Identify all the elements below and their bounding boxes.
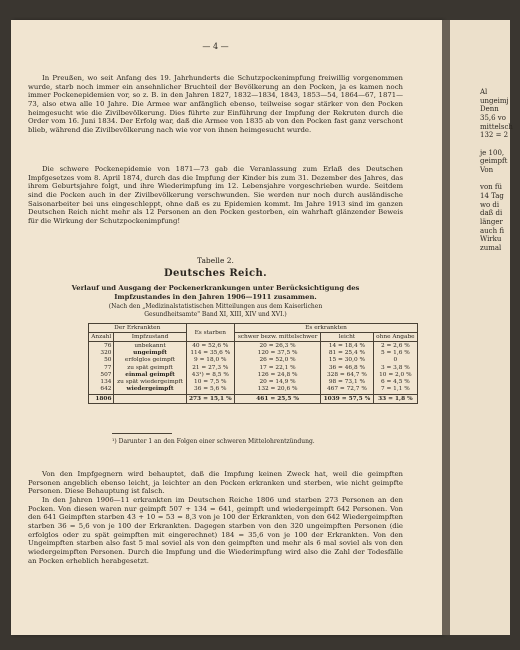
cell-ohne: 3 = 3,8 % (380, 364, 410, 371)
cell-anzahl: 50 (104, 357, 112, 364)
total-anzahl: 1806 (89, 395, 114, 404)
col-gestorben-cells (186, 342, 235, 395)
cell-zustand: erfolglos geimpft (124, 357, 176, 364)
cell-schwer: 132 = 20,6 % (257, 386, 298, 393)
table-source-text: (Nach den „Medizinalstatistischen Mitteilungen aus dem Kaiserlichen Gesundheitsamte" Band XI, XIII, XIV und XVI.) (108, 303, 323, 318)
table-subtitle-text: Verlauf und Ausgang der Pockenerkrankungen unter Berücksichtigung des Impfzustandes in den Jahren 1906—1911 zusammen. (71, 284, 360, 301)
smallpox-table (88, 323, 418, 404)
cell-gestorben: 36 = 5,6 % (194, 386, 227, 393)
paragraphs-after-table (28, 470, 403, 565)
cell-leicht: 15 = 30,0 % (328, 357, 365, 364)
col-zustand-cells (114, 342, 186, 395)
cell-anzahl: 320 (100, 350, 112, 357)
table-label: Tabelle 2. (197, 256, 234, 265)
header-leicht: leicht (321, 333, 374, 342)
header-impfzustand: Impfzustand (114, 333, 186, 342)
cell-schwer: 126 = 24,8 % (257, 371, 298, 378)
cell-schwer: 17 = 22,1 % (259, 364, 296, 371)
cell-anzahl: 642 (100, 386, 112, 393)
cell-gestorben: 43¹) = 8,5 % (191, 371, 229, 378)
cell-zustand: wiedergeimpft (126, 386, 174, 393)
table-total-row (89, 395, 418, 404)
cell-anzahl: 134 (100, 379, 112, 386)
total-leicht: 1039 = 57,5 % (321, 395, 374, 404)
cell-zustand: unbekannt (134, 343, 166, 349)
cell-schwer: 26 = 52,0 % (259, 357, 296, 364)
cell-gestorben: 114 = 35,6 % (190, 350, 231, 357)
cell-anzahl: 507 (100, 371, 112, 378)
paragraph-text: In den Jahren 1906—11 erkrankten im Deutschen Reiche 1806 und starben 273 Personen an den Pocken. Von diesen waren nur geimpft 507 + 134 = 641, geimpft und wiedergeimpft 642 Personen. Von den 641 Geimpften starben 43 + 10 = 53 = 8,3 von je 100 der Erkrankten, von den 642 Wiedergeimpften starben 36 = 5,6 von je 100 der Erkrankten. Dagegen starben von den 320 ungeimpften Personen (die erfolglos oder zu spät geimpften mit eingerechnet) 184 = 35,6 von je 100 der Erkrankten. Von den Ungeimpften starben also fast 5 mal soviel als von den geimpften und mehr als 6 mal soviel als von den wiedergeimpften Personen. Durch die Impfung und die Wiederimpfung wird also die Zahl der Todesfälle an Pocken erheblich herabgesetzt. (28, 495, 403, 565)
paragraph-text: Die schwere Pockenepidemie von 1871—73 gab die Veranlassung zum Erlaß des Deutschen Impfgesetzes vom 8. April 1874, durch das die Impfung der Kinder bis zum 31. Dezember des Jahres, das ihrem Geburtsjahre folgt, und ihre Wiederimpfung im 12. Lebensjahre vorgeschrieben wurde. Seitdem sind die Pocken auch in der Zivilbevölkerung verschwunden. Sie werden nur noch durch ausländische Saisonarbeiter bei uns eingeschleppt, ohne daß es zu Epidemien kommt. Im Jahre 1913 sind im ganzen Deutschen Reich nicht mehr als 12 Personen an den Pocken gestorben, ein wahrhaft glänzender Beweis für die Wirkung der Schutzpockenimpfung! (28, 165, 403, 225)
col-leicht-cells (321, 342, 374, 395)
footnote: ¹) Darunter 1 an den Folgen einer schweren Mittelohrentzündung. (112, 438, 315, 445)
header-anzahl: Anzahl (89, 333, 114, 342)
total-gestorben: 273 = 15,1 % (186, 395, 235, 404)
cell-ohne: 10 = 2,0 % (379, 371, 412, 378)
paragraph-1 (28, 74, 403, 135)
table-body-row (89, 342, 418, 395)
header-gestorben: Es starben (186, 324, 235, 342)
top-background (0, 0, 504, 20)
cell-schwer: 20 = 26,3 % (259, 343, 296, 349)
cell-gestorben: 9 = 18,0 % (194, 357, 227, 364)
table-source (0, 303, 431, 319)
col-anzahl-cells (89, 342, 114, 395)
paragraph-2 (28, 165, 403, 226)
cell-schwer: 120 = 37,5 % (257, 350, 298, 357)
cell-ohne: 0 (393, 357, 398, 364)
table-subtitle (0, 284, 431, 302)
cell-ohne: 5 = 1,6 % (380, 350, 410, 357)
cell-leicht: 328 = 64,7 % (326, 371, 367, 378)
page-number: — 4 — (202, 42, 229, 51)
header-es-erkrankten: Es erkrankten (235, 324, 418, 333)
paragraph-text: Von den Impfgegnern wird behauptet, daß die Impfung keinen Zweck hat, weil die geimpften Personen angeblich ebenso leicht, ja leichter an den Pocken erkranken und sterben, wie nicht geimpfte Personen. Diese Behauptung ist falsch. (28, 470, 403, 496)
cell-leicht: 81 = 25,4 % (328, 350, 365, 357)
header-erkrankten: Der Erkrankten (89, 324, 187, 333)
col-schwer-cells (235, 342, 321, 395)
footnote-rule (112, 433, 172, 434)
cell-zustand: zu spät geimpft (127, 364, 173, 371)
cell-ohne: 6 = 4,5 % (380, 379, 410, 386)
cell-leicht: 98 = 73,1 % (328, 379, 365, 386)
cell-anzahl: 77 (104, 364, 112, 371)
total-schwer: 461 = 25,5 % (235, 395, 321, 404)
cell-zustand: zu spät wiedergeimpft (117, 379, 183, 386)
header-ohne: ohne Angabe (373, 333, 417, 342)
col-ohne-cells (373, 342, 417, 395)
cell-ohne: 7 = 1,1 % (380, 386, 410, 393)
cell-ohne: 2 = 2,6 % (380, 343, 410, 349)
cell-leicht: 36 = 46,8 % (328, 364, 365, 371)
cell-gestorben: 40 = 52,6 % (192, 343, 229, 349)
cell-gestorben: 10 = 7,5 % (194, 379, 227, 386)
paragraph-text: In Preußen, wo seit Anfang des 19. Jahrhunderts die Schutzpockenimpfung freiwillig vorgenommen wurde, starb noch immer ein ansehnlicher Bruchteil der Bevölkerung an den Pocken, ja es kamen noch immer Pockenepidemien vor, so z. B. in den Jahren 1827, 1832—1834, 1843, 1853—54, 1864—67, 1871—73, also etwa alle 10 Jahre. Die Armee war anfänglich ebenso, teilweise sogar stärker von den Pocken heimgesucht wie die Zivilbevölkerung. Dies führte zur Einführung der Impfung der Rekruten durch die Order vom 16. Juni 1834. Der Erfolg war, daß die Armee von 1835 ab von den Pocken fast ganz verschont blieb, während die Zivilbevölkerung nach wie vor von ihnen heimgesucht wurde. (28, 74, 403, 134)
total-ohne: 33 = 1,8 % (373, 395, 417, 404)
header-schwer: schwer bezw. mittelschwer (235, 333, 321, 342)
cell-zustand: einmal geimpft (125, 371, 175, 378)
total-zustand (114, 395, 186, 404)
cell-gestorben: 21 = 27,3 % (192, 364, 229, 371)
cell-leicht: 467 = 72,7 % (326, 386, 367, 393)
cell-schwer: 20 = 14,9 % (259, 379, 296, 386)
cell-leicht: 14 = 18,4 % (328, 343, 365, 349)
table-title: Deutsches Reich. (163, 268, 268, 279)
book-gutter (442, 20, 450, 635)
cell-zustand: ungeimpft (133, 350, 167, 357)
next-page-text: Al ungeimj Denn 35,6 vo mittelsch 132 = 2 je 100, geimpft Von von fü 14 Tag wo di daß di länger auch fi Wirku zumal (480, 88, 513, 252)
cell-anzahl: 76 (104, 343, 112, 349)
